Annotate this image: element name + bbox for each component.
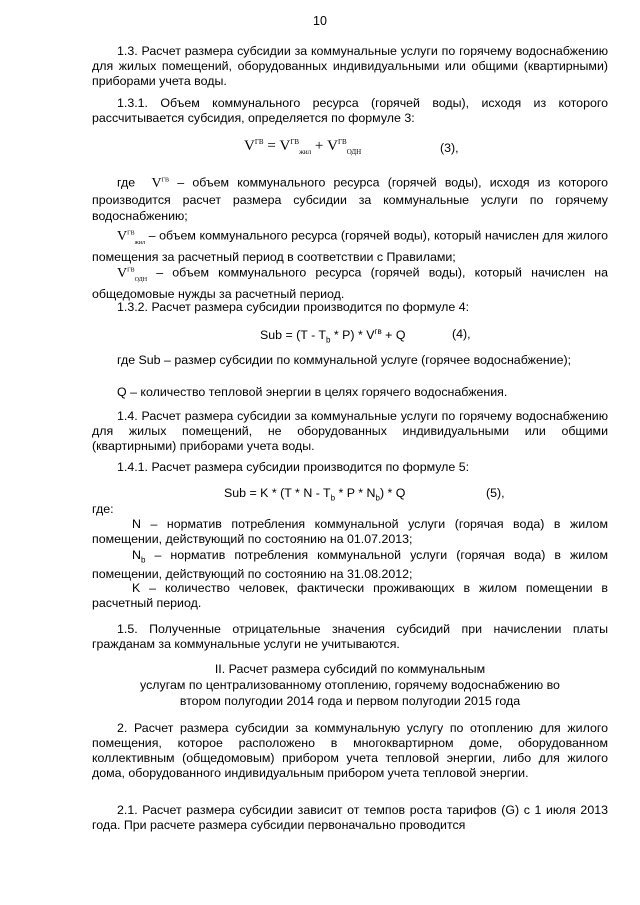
- formula-5: Sub = K * (T * N - $T_b$ * P * $N_b$) * Q: [224, 486, 406, 503]
- definition-sub: где Sub – размер субсидии по коммунальной услуге (горячее водоснабжение);: [117, 353, 572, 367]
- formula-5-number: (5),: [486, 486, 505, 500]
- formula-4: Sub = $(T - T_b * P) * V^{гв} + Q$: [260, 327, 406, 345]
- formula-3-number: (3),: [440, 141, 459, 155]
- definition-n: N – норматив потребления коммунальной услуги (горячая вода) в жилом помещении, действующий по состоянию на 01.07.2013;: [92, 517, 608, 546]
- definition-nb: $N_b$ – норматив потребления коммунальной услуги (горячая вода) в жилом помещении, действующий по состоянию на 31.08.2012;: [92, 548, 608, 582]
- paragraph-2: 2. Расчет размера субсидии за коммунальную услугу по отоплению для жилого помещения, которое расположено в многоквартирном доме, оборудованном коллективным (общедомовым) прибором учета тепловой энергии, либо для жилого дома, оборудованного индивидуальным прибором учета тепловой энергии.: [92, 721, 608, 780]
- page-number: 10: [313, 14, 327, 28]
- paragraph-1-3-2: 1.3.2. Расчет размера субсидии производится по формуле 4:: [117, 300, 470, 314]
- paragraph-1-3: 1.3. Расчет размера субсидии за коммунальные услуги по горячему водоснабжению для жилых помещений, оборудованных индивидуальными или общими (квартирными) приборами учета воды.: [92, 44, 608, 88]
- paragraph-1-5: 1.5. Полученные отрицательные значения субсидий при начислении платы гражданам за коммунальные услуги не учитываются.: [92, 622, 608, 651]
- formula-4-number: (4),: [452, 327, 471, 341]
- definition-v-zhil: $V^{ГВ}_{жил}$ – объем коммунального ресурса (горячей воды), который начислен для жилого помещения за расчетный период в соответствии с Правилами;: [92, 228, 608, 265]
- paragraph-2-1: 2.1. Расчет размера субсидии зависит от темпов роста тарифов (G) с 1 июля 2013 года. При расчете размера субсидии первоначально проводится: [92, 803, 608, 832]
- definition-k: K – количество человек, фактически проживающих в жилом помещении в расчетный период.: [92, 581, 608, 610]
- section-2-heading: II. Расчет размера субсидий по коммунальным услугам по централизованному отоплению, горячему водоснабжению во втором полугодии 2014 года и первом полугодии 2015 года: [140, 662, 560, 708]
- paragraph-1-4: 1.4. Расчет размера субсидии за коммунальные услуги по горячему водоснабжению для жилых помещений, не оборудованных индивидуальными или общими (квартирными) приборами учета воды.: [92, 409, 608, 453]
- formula-3: $V^{ГВ} = V^{ГВ}_{жил} + V^{ГВ}_{ОДН}$: [244, 138, 362, 156]
- paragraph-1-3-1: 1.3.1. Объем коммунального ресурса (горячей воды), исходя из которого рассчитывается субсидия, определяется по формуле 3:: [92, 96, 608, 125]
- definition-v-odn: $V^{ГВ}_{ОДН}$ – объем коммунального ресурса (горячей воды), который начислен на общедомовые нужды за расчетный период.: [92, 265, 608, 302]
- definition-v-gv: где $V^{ГВ}$ – объем коммунального ресурса (горячей воды), исходя из которого производится расчет размера субсидии за коммунальные услуги по горячему водоснабжению;: [92, 175, 609, 223]
- definition-q: Q – количество тепловой энергии в целях горячего водоснабжения.: [117, 385, 508, 399]
- where-label: где:: [92, 502, 114, 516]
- paragraph-1-4-1: 1.4.1. Расчет размера субсидии производится по формуле 5:: [117, 460, 470, 474]
